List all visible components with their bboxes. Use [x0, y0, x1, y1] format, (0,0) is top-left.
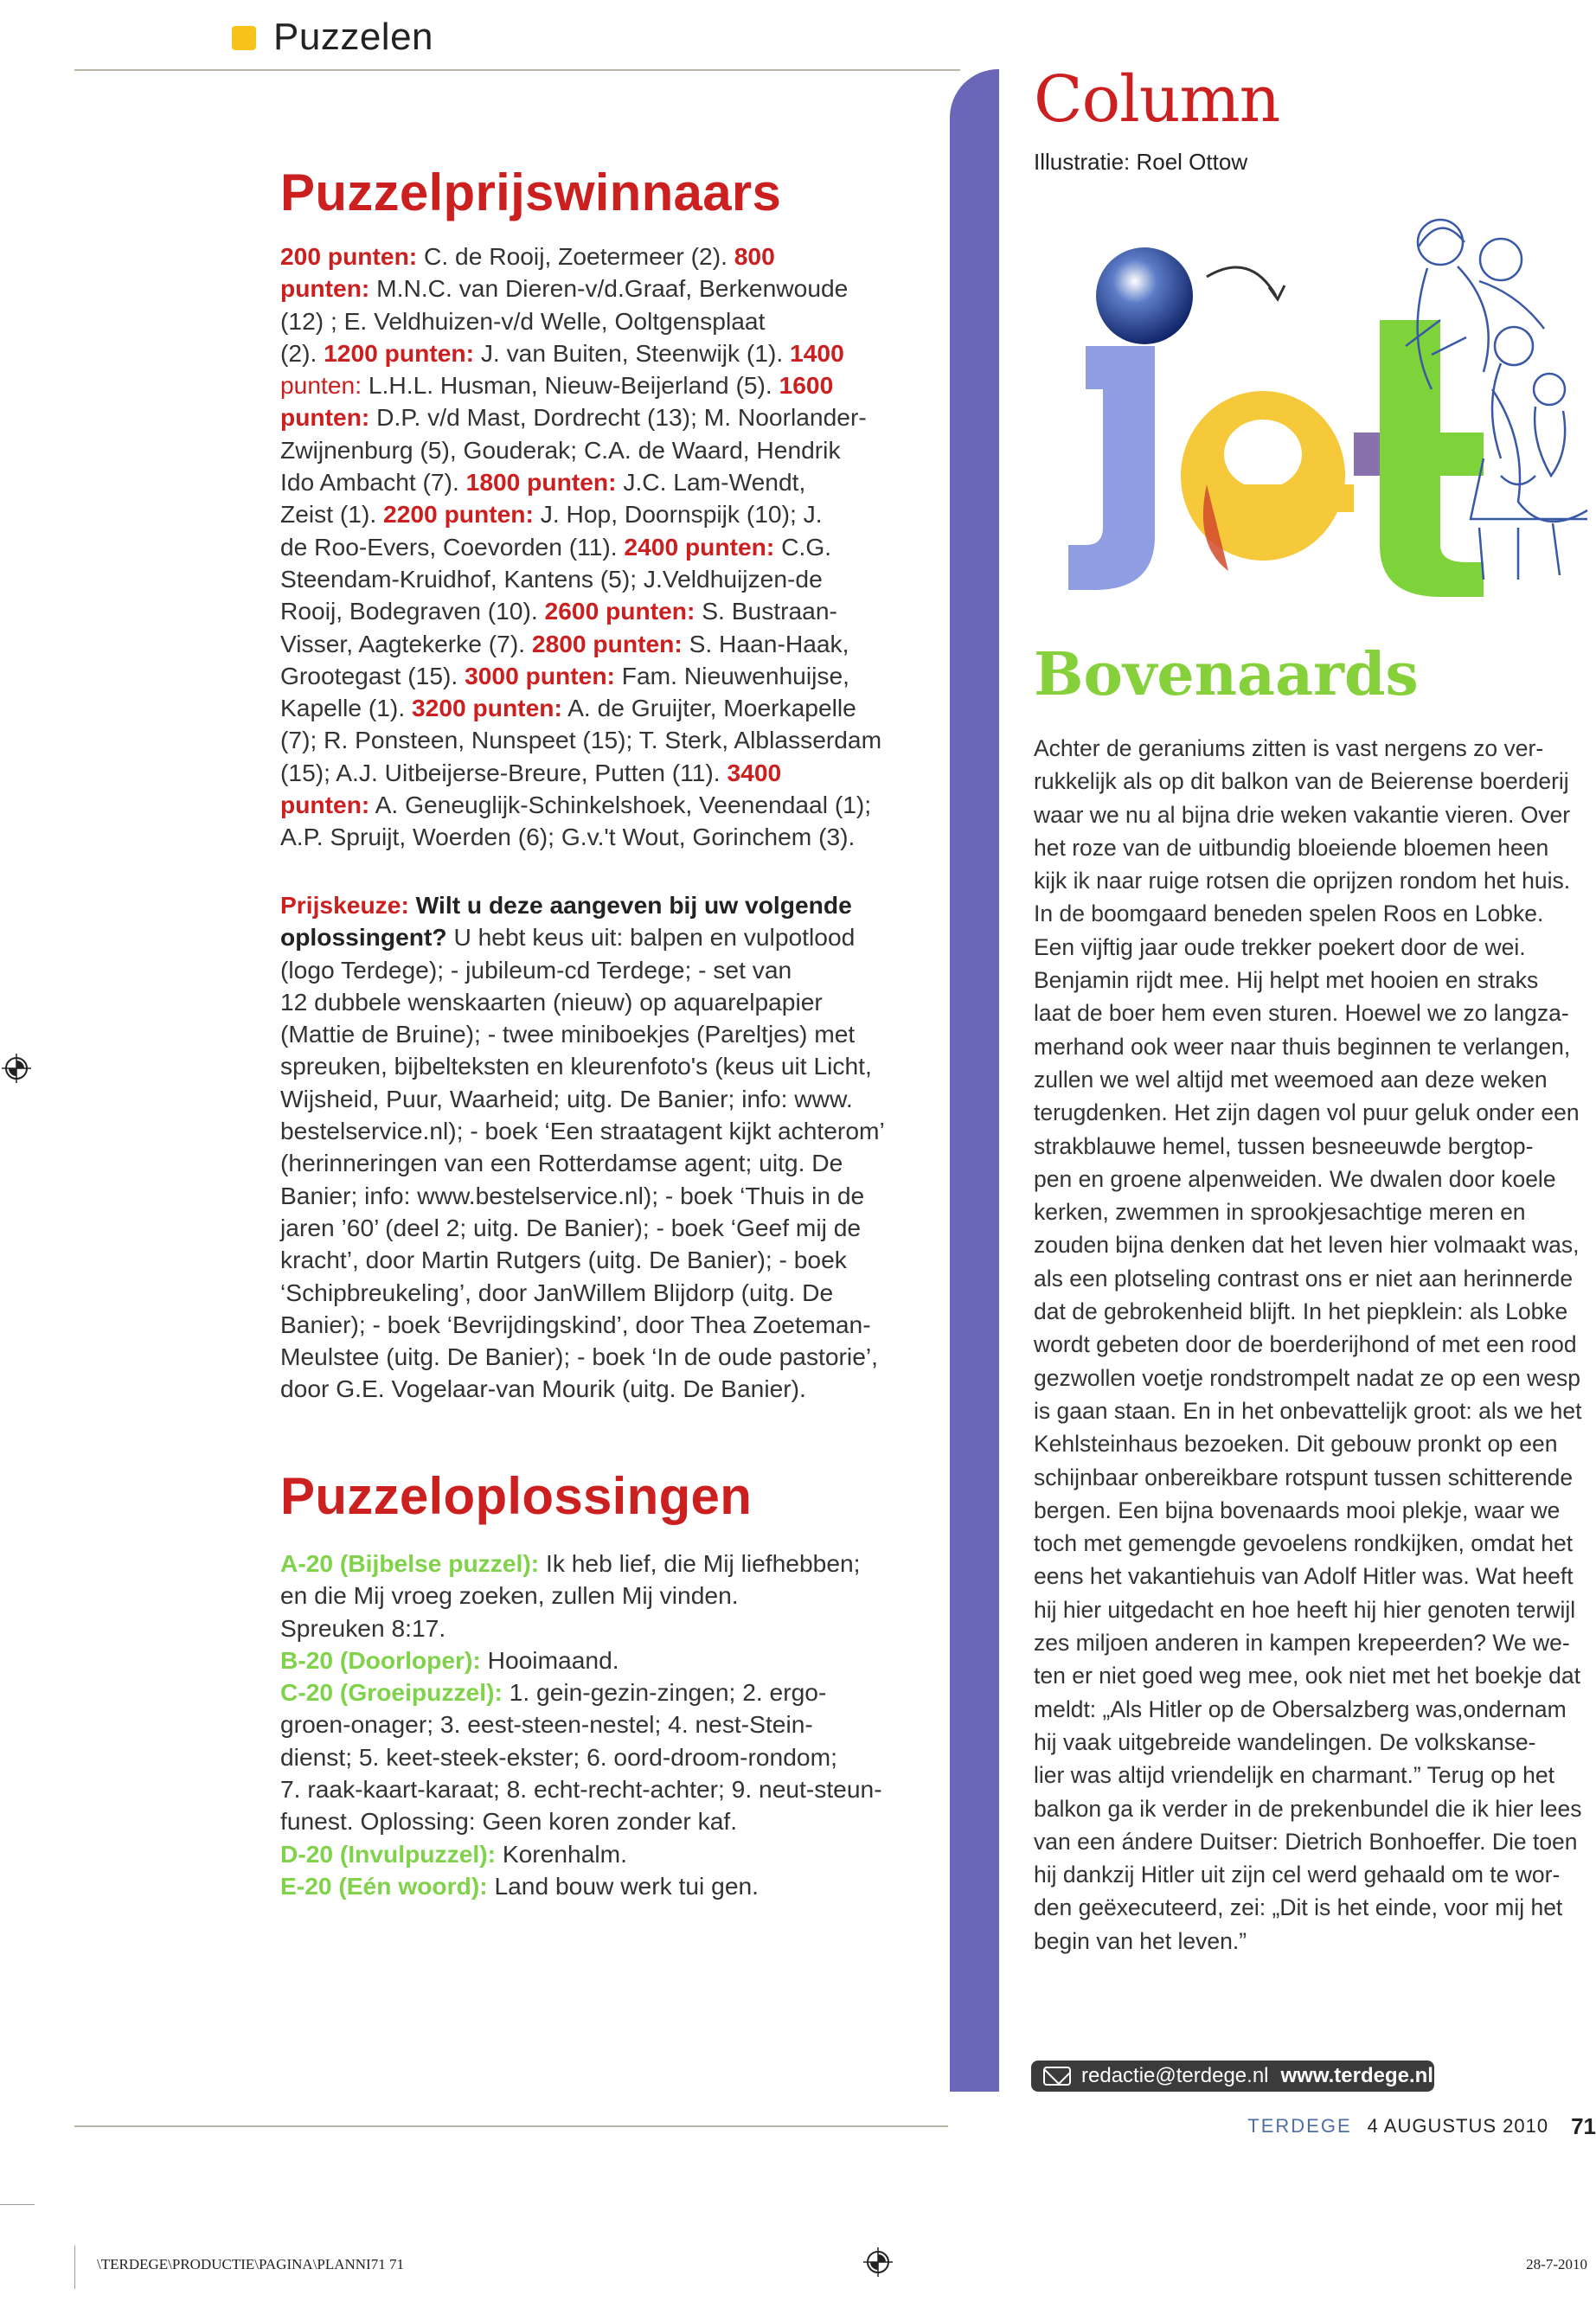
winner-line	[280, 757, 886, 789]
winner-line	[280, 240, 886, 272]
text-span: Wijsheid, Puur, Waarheid; uitg. De Banier; info: www.	[280, 1084, 853, 1112]
column-line: lier was altijd vriendelijk en charmant.” Terug op het	[1034, 1762, 1554, 1789]
highlight-label: punten:	[280, 403, 370, 432]
text-span: Kapelle (1).	[280, 694, 412, 722]
prize-line	[280, 1309, 886, 1341]
winner-line	[280, 692, 886, 724]
highlight-label: 2800 punten:	[531, 629, 683, 657]
column-line: bergen. Een bijna bovenaards mooi plekje, waar we	[1034, 1497, 1561, 1523]
website-link[interactable]: www.terdege.nl	[1280, 2064, 1433, 2087]
column-line: terugdenken. Het zijn dagen vol puur geluk onder een	[1034, 1099, 1580, 1126]
column-line: kijk ik naar ruige rotsen die oprijzen rondom het huis.	[1034, 868, 1571, 894]
column-line: van een ándere Duitser: Dietrich Bonhoeffer. Die toen	[1034, 1828, 1578, 1855]
winners-list	[280, 240, 886, 854]
column-line: zullen we wel altijd met weemoed aan deze weken	[1034, 1066, 1548, 1093]
text-span: D.P. v/d Mast, Dordrecht (13); M. Noorlander-	[369, 403, 867, 432]
solution-line	[280, 1644, 886, 1676]
text-span: Korenhalm.	[496, 1839, 627, 1868]
column-line: zes miljoen anderen in kampen krepeerden? We we-	[1034, 1630, 1570, 1657]
solutions-list	[280, 1548, 886, 1902]
winner-line	[280, 466, 886, 498]
highlight-label: 3200 punten:	[411, 694, 562, 722]
solution-line	[280, 1612, 886, 1644]
column-line: Kehlsteinhaus bezoeken. Dit gebouw pronkt op een	[1034, 1431, 1558, 1458]
text-span: C.G.	[774, 532, 832, 561]
text-span: (7); R. Ponsteen, Nunspeet (15); T. Sterk, Alblasserdam	[280, 726, 882, 754]
column-article-text	[1034, 732, 1596, 1958]
text-span: L.H.L. Husman, Nieuw-Beijerland (5).	[362, 371, 779, 400]
solution-line	[280, 1708, 886, 1740]
highlight-label: A-20 (Bijbelse puzzel):	[280, 1549, 540, 1577]
column-line: toch met gemengde gevoelens rondkijken, omdat het	[1034, 1530, 1574, 1557]
arc-line	[1207, 267, 1276, 296]
highlight-label: 2400 punten:	[624, 532, 775, 561]
column-divider-bar	[950, 69, 999, 2092]
prize-line	[280, 921, 886, 953]
text-span: Visser, Aagtekerke (7).	[280, 629, 532, 657]
text-span: bestelservice.nl); - boek ‘Een straatagent kijkt achterom’	[280, 1117, 885, 1145]
column-line: Een vijftig jaar oude trekker poekert door de wei.	[1034, 933, 1526, 960]
text-span: Spreuken 8:17.	[280, 1613, 446, 1642]
solutions-title: Puzzeloplossingen	[280, 1467, 753, 1525]
prize-line	[280, 1083, 886, 1115]
column-line: het roze van de uitbundig bloeiende bloemen heen	[1034, 834, 1549, 861]
envelope-icon	[1043, 2067, 1071, 2086]
column-line: meldt: „Als Hitler op de Obersalzberg was,ondernam	[1034, 1695, 1567, 1722]
solution-line	[280, 1580, 886, 1612]
contact-pill	[1031, 2061, 1434, 2092]
text-span: A.P. Spruijt, Woerden (6); G.v.'t Wout, Gorinchem (3).	[280, 823, 856, 851]
crop-mark	[74, 2246, 75, 2289]
highlight-label: D-20 (Invulpuzzel):	[280, 1839, 496, 1868]
text-span: Hooimaand.	[480, 1645, 619, 1674]
text-span: spreuken, bijbelteksten en kleurenfoto's (keus uit Licht,	[280, 1052, 872, 1080]
page-footer	[1247, 2109, 1596, 2144]
solution-line	[280, 1838, 886, 1870]
column-line: wordt gebeten door de boerderijhond of met een rood	[1034, 1331, 1577, 1358]
winner-line	[280, 789, 886, 821]
prize-line	[280, 1018, 886, 1050]
prize-line	[280, 1341, 886, 1373]
column-line: eens het vakantiehuis van Adolf Hitler was. Wat heeft	[1034, 1563, 1574, 1590]
column-line: Achter de geraniums zitten is vast nergens zo ver-	[1034, 735, 1544, 761]
highlight-label: punten:	[280, 791, 370, 819]
highlight-label: Wilt u deze aangeven bij uw volgende	[408, 891, 852, 919]
winners-title: Puzzelprijswinnaars	[280, 163, 782, 221]
text-span: Grootegast (15).	[280, 661, 465, 689]
text-span: U hebt keus uit: balpen en vulpotlood	[446, 923, 856, 952]
text-span: C. de Rooij, Zoetermeer (2).	[417, 242, 734, 270]
registration-mark-icon	[863, 2247, 893, 2277]
prize-line	[280, 889, 886, 921]
text-span: S. Bustraan-	[695, 597, 837, 625]
column-line: kerken, zwemmen in sprookjesachtige meren en	[1034, 1199, 1526, 1226]
article-title: Bovenaards	[1034, 640, 1419, 709]
solution-line	[280, 1773, 886, 1805]
text-span: J. van Buiten, Steenwijk (1).	[474, 338, 791, 367]
solution-line	[280, 1676, 886, 1708]
crop-mark	[0, 2204, 35, 2205]
text-span: Ik heb lief, die Mij liefhebben;	[539, 1549, 861, 1577]
text-span: J.C. Lam-Wendt,	[616, 468, 806, 497]
section-label: Puzzelen	[273, 16, 434, 58]
text-span: Zeist (1).	[280, 500, 384, 529]
text-span: Land bouw werk tui gen.	[487, 1871, 760, 1900]
print-path: \TERDEGE\PRODUCTIE\PAGINA\PLANNI71 71	[97, 2256, 404, 2272]
column-line: Benjamin rijdt mee. Hij helpt met hooien en straks	[1034, 967, 1539, 994]
winner-line	[280, 434, 886, 466]
text-span: Rooij, Bodegraven (10).	[280, 597, 545, 625]
winner-line	[280, 401, 886, 433]
jet-illustration	[1034, 216, 1596, 614]
column-line: hij dankzij Hitler uit zijn cel werd gehaald om te wor-	[1034, 1862, 1561, 1888]
text-span: A. de Gruijter, Moerkapelle	[561, 694, 856, 722]
column-line: dat de gebrokenheid blijft. In het piepklein: als Lobke	[1034, 1298, 1568, 1325]
print-date: 28-7-2010	[1526, 2256, 1587, 2272]
text-span: 7. raak-kaart-karaat; 8. echt-recht-achter; 9. neut-steun-	[280, 1775, 882, 1804]
winner-line	[280, 531, 886, 563]
winner-line	[280, 272, 886, 304]
highlight-label: 3400	[727, 758, 782, 786]
prize-line	[280, 1147, 886, 1179]
column-line: begin van het leven.”	[1034, 1927, 1247, 1954]
column-line: balkon ga ik verder in de prekenbundel die ik hier lees	[1034, 1795, 1582, 1822]
text-span: (2).	[280, 338, 324, 367]
prize-line	[280, 1277, 886, 1309]
solution-line	[280, 1870, 886, 1902]
highlight-label: 1400	[790, 338, 844, 367]
text-span: ‘Schipbreukeling’, door JanWillem Blijdorp (uitg. De	[280, 1278, 834, 1306]
text-span: 1. gein-gezin-zingen; 2. ergo-	[502, 1678, 827, 1707]
text-span: (logo Terdege); - jubileum-cd Terdege; - set van	[280, 955, 792, 984]
text-span: (Mattie de Bruine); - twee miniboekjes (Pareltjes) met	[280, 1020, 856, 1048]
winner-line	[280, 821, 886, 853]
text-span: groen-onager; 3. eest-steen-nestel; 4. nest-Stein-	[280, 1710, 813, 1739]
prize-line	[280, 986, 886, 1018]
winner-line	[280, 563, 886, 595]
text-span: (12) ; E. Veldhuizen-v/d Welle, Ooltgensplaat	[280, 306, 766, 335]
prize-line	[280, 1180, 886, 1212]
solution-line	[280, 1548, 886, 1580]
magazine-name: TERDEGE	[1247, 2115, 1352, 2137]
highlight-label: 2600 punten:	[544, 597, 695, 625]
bottom-rule	[74, 2125, 948, 2127]
column-line: rukkelijk als op dit balkon van de Beierense boerderij	[1034, 768, 1569, 795]
text-span: Banier; info: www.bestelservice.nl); - boek ‘Thuis in de	[280, 1181, 865, 1209]
text-span: de Roo-Evers, Coevorden (11).	[280, 532, 625, 561]
winner-line	[280, 337, 886, 369]
winner-line	[280, 628, 886, 660]
column-line: hij vaak uitgebreide wandelingen. De volkskanse-	[1034, 1728, 1536, 1755]
prize-line	[280, 1244, 886, 1276]
column-title: Column	[1034, 62, 1280, 137]
highlight-label: 200 punten:	[280, 242, 418, 270]
winner-line	[280, 660, 886, 692]
highlight-label: 1600	[779, 371, 834, 400]
page-number: 71	[1571, 2112, 1596, 2139]
highlight-label: oplossingent?	[280, 923, 447, 952]
prize-choice	[280, 889, 886, 1406]
text-span: dienst; 5. keet-steek-ekster; 6. oord-droom-rondom;	[280, 1742, 837, 1771]
column-line: gezwollen voetje rondstrompelt nadat ze op een wesp	[1034, 1364, 1580, 1391]
highlight-label: 1800 punten:	[465, 468, 617, 497]
text-span: M.N.C. van Dieren-v/d.Graaf, Berkenwoude	[369, 274, 849, 303]
column-line: strakblauwe hemel, tussen besneeuwde bergtop-	[1034, 1132, 1534, 1159]
column-line: pen en groene alpenweiden. We dwalen door koele	[1034, 1165, 1556, 1192]
column-line: schijnbaar onbereikbare rotspunt tussen schitterende	[1034, 1464, 1574, 1490]
text-span: J. Hop, Doornspijk (10); J.	[533, 500, 823, 529]
text-span: Steendam-Kruidhof, Kantens (5); J.Veldhuijzen-de	[280, 564, 823, 593]
text-span: (herinneringen van een Rotterdamse agent; uitg. De	[280, 1149, 843, 1177]
winner-line	[280, 724, 886, 756]
text-span: funest. Oplossing: Geen koren zonder kaf.	[280, 1807, 738, 1836]
top-rule	[74, 69, 960, 71]
winner-line	[280, 369, 886, 401]
column-line: merhand ook weer naar thuis beginnen te verlangen,	[1034, 1033, 1571, 1060]
highlight-label: punten:	[280, 274, 370, 303]
column-line: is gaan staan. En in het onbevattelijk groot: als we het	[1034, 1397, 1582, 1424]
prize-line	[280, 1115, 886, 1147]
illustration-credit: Illustratie: Roel Ottow	[1034, 149, 1248, 175]
text-span: Meulstee (uitg. De Banier); - boek ‘In de oude pastorie’,	[280, 1343, 878, 1371]
column-line: hij hier uitgedacht en hoe heeft hij hier genoten terwijl	[1034, 1596, 1576, 1623]
prize-line	[280, 1050, 886, 1082]
highlight-label: 800	[734, 242, 775, 270]
winner-line	[280, 595, 886, 627]
text-span: en die Mij vroeg zoeken, zullen Mij vinden.	[280, 1581, 739, 1610]
highlight-label: Prijskeuze:	[280, 891, 409, 919]
highlight-label: punten:	[280, 371, 362, 400]
highlight-label: E-20 (Eén woord):	[280, 1871, 488, 1900]
text-span: (15); A.J. Uitbeijerse-Breure, Putten (11).	[280, 758, 727, 786]
prize-line	[280, 954, 886, 986]
solution-line	[280, 1805, 886, 1837]
column-line: waar we nu al bijna drie weken vakantie vieren. Over	[1034, 801, 1571, 828]
text-span: kracht’, door Martin Rutgers (uitg. De Banier); - boek	[280, 1246, 847, 1274]
prize-line	[280, 1373, 886, 1405]
text-span: Ido Ambacht (7).	[280, 468, 466, 497]
email-link[interactable]: redactie@terdege.nl	[1081, 2064, 1269, 2087]
column-line: den geëxecuteerd, zei: „Dit is het einde, voor mij het	[1034, 1894, 1563, 1921]
text-span: Zwijnenburg (5), Gouderak; C.A. de Waard, Hendrik	[280, 435, 841, 464]
text-span: Fam. Nieuwenhuijse,	[614, 661, 849, 689]
solution-line	[280, 1741, 886, 1773]
text-span: jaren ’60’ (deel 2; uitg. De Banier); - boek ‘Geef mij de	[280, 1213, 862, 1241]
column-line: In de boomgaard beneden spelen Roos en Lobke.	[1034, 901, 1544, 927]
highlight-label: B-20 (Doorloper):	[280, 1645, 481, 1674]
winner-line	[280, 305, 886, 337]
highlight-label: 2200 punten:	[383, 500, 534, 529]
highlight-label: 1200 punten:	[324, 338, 474, 367]
prize-line	[280, 1212, 886, 1244]
column-line: ten er niet goed weg mee, ook niet met het boekje dat	[1034, 1663, 1580, 1689]
column-line: als een plotseling contrast ons er niet aan herinnerde	[1034, 1265, 1574, 1292]
section-marker	[232, 26, 256, 50]
highlight-label: C-20 (Groeipuzzel):	[280, 1678, 503, 1707]
text-span: A. Geneuglijk-Schinkelshoek, Veenendaal (1);	[369, 791, 872, 819]
column-line: laat de boer hem even sturen. Hoewel we zo langza-	[1034, 1000, 1569, 1027]
text-span: Banier); - boek ‘Bevrijdingskind’, door Thea Zoeteman-	[280, 1310, 871, 1338]
column-line: zouden bijna denken dat het leven hier volmaakt was,	[1034, 1232, 1580, 1259]
registration-mark-icon	[2, 1054, 31, 1083]
ball-icon	[1096, 247, 1193, 344]
text-span: S. Haan-Haak,	[682, 629, 849, 657]
text-span: 12 dubbele wenskaarten (nieuw) op aquarelpapier	[280, 987, 823, 1016]
winner-line	[280, 498, 886, 530]
highlight-label: 3000 punten:	[465, 661, 615, 689]
text-span: door G.E. Vogelaar-van Mourik (uitg. De Banier).	[280, 1375, 806, 1403]
issue-date: 4 AUGUSTUS 2010	[1367, 2115, 1549, 2137]
